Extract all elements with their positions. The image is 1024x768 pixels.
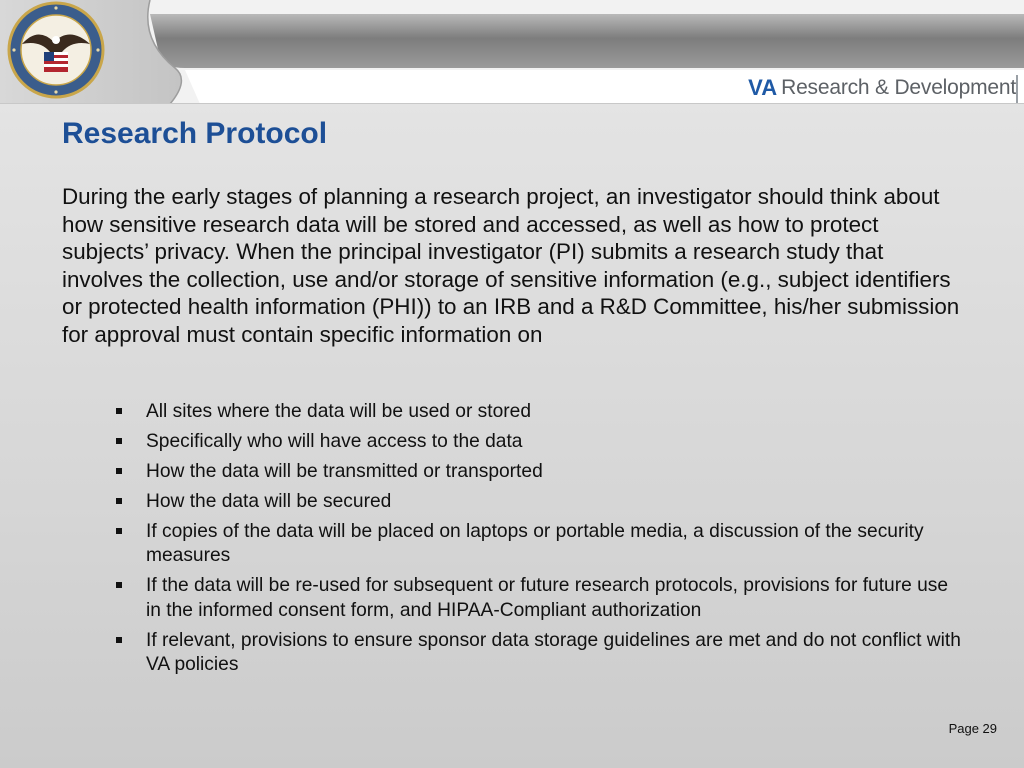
bullet-square-icon <box>116 438 122 444</box>
bullet-text: How the data will be transmitted or transported <box>146 461 543 482</box>
slide-title: Research Protocol <box>62 117 328 150</box>
brand-research-development-text: Research & Development <box>781 76 1016 99</box>
bullet-item <box>116 490 966 514</box>
va-seal-icon <box>0 0 112 100</box>
bullet-item <box>116 520 966 569</box>
bullet-item <box>116 400 966 424</box>
bullet-text: If relevant, provisions to ensure sponsor data storage guidelines are met and do not conflict with VA policies <box>146 629 961 676</box>
bullet-item <box>116 460 966 484</box>
brand-edge-divider <box>1016 75 1018 103</box>
va-research-development-logo <box>748 73 1016 103</box>
page-number: Page 29 <box>948 721 997 736</box>
bullet-square-icon <box>116 468 122 474</box>
bullet-text: Specifically who will have access to the data <box>146 431 523 452</box>
bullet-item <box>116 629 966 678</box>
bullet-square-icon <box>116 637 122 643</box>
bullet-square-icon <box>116 528 122 534</box>
bullet-square-icon <box>116 582 122 588</box>
bullet-square-icon <box>116 408 122 414</box>
bullet-text: If copies of the data will be placed on laptops or portable media, a discussion of the security measures <box>146 521 924 567</box>
bullet-item <box>116 574 966 623</box>
bullet-text: If the data will be re-used for subsequent or future research protocols, provisions for future use in the informed consent form, and HIPAA-Compliant authorization <box>146 575 949 621</box>
brand-va-text: VA <box>748 75 778 100</box>
slide-header <box>0 0 1024 104</box>
bullet-item <box>116 430 966 454</box>
bullet-list <box>116 400 966 683</box>
bullet-square-icon <box>116 498 122 504</box>
bullet-text: How the data will be secured <box>146 491 392 512</box>
bullet-text: All sites where the data will be used or stored <box>146 401 532 422</box>
intro-paragraph: During the early stages of planning a research project, an investigator should think about how sensitive research data will be stored and accessed, as well as how to protect subjects’ privacy. When the principal investigator (PI) submits a research study that involves the collection, use and/or storage of sensitive information (e.g., subject identifiers or protected health information (PHI)) to an IRB and a R&D Committee, his/her submission for approval must contain specific information on <box>62 184 960 347</box>
